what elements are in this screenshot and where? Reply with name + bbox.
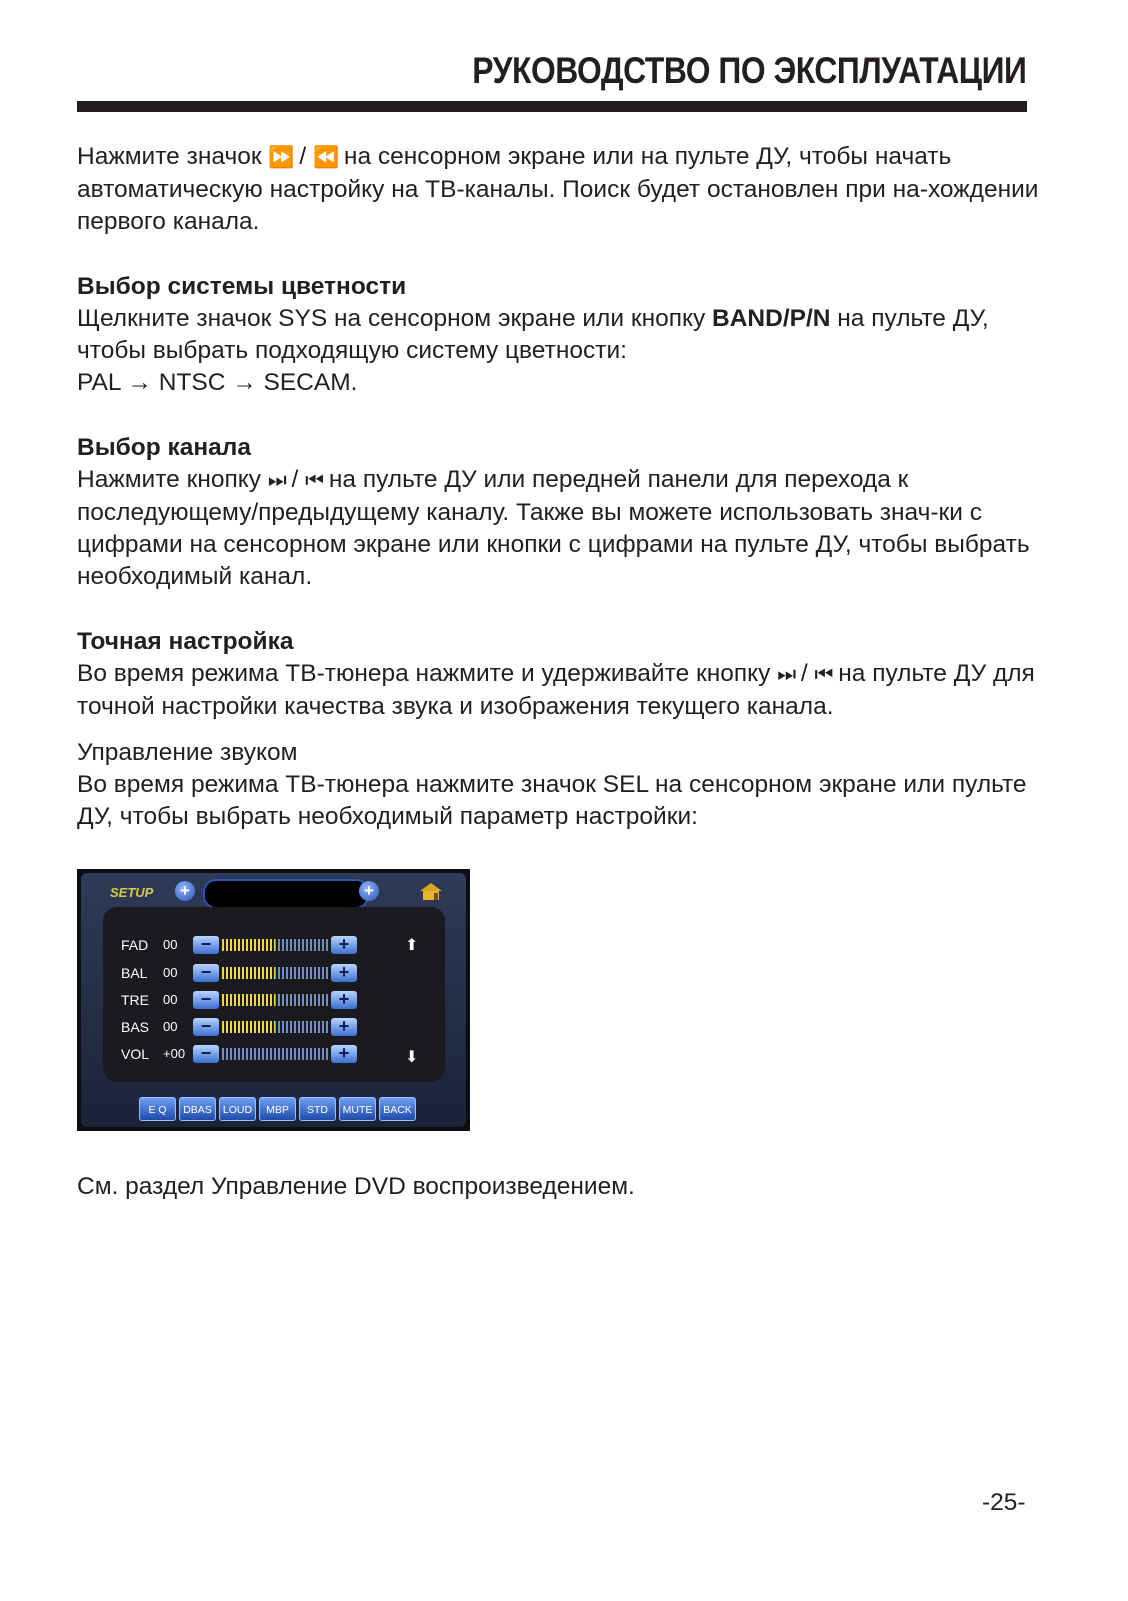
setup-row-fad: FAD 00 − + xyxy=(121,935,361,957)
fine-tuning-heading: Точная настройка xyxy=(77,628,294,655)
level-bar[interactable] xyxy=(222,1021,328,1033)
setup-screenshot xyxy=(77,869,470,1131)
color-system-paragraph: Щелкните значок SYS на сенсорном экране или кнопку BAND/P/N на пульте ДУ, чтобы выбрать подходящую систему цветности: xyxy=(77,305,989,364)
channel-select-paragraph: Нажмите кнопку ⏭ / ⏮ на пульте ДУ или передней панели для перехода к последующему/предыдущему каналу. Также вы можете использовать знач-ки с цифрами на сенсорном экране или кнопки с цифрами на пульте ДУ, чтобы выбрать необходимый канал. xyxy=(77,466,1030,590)
setup-label: SETUP xyxy=(110,885,154,900)
decrease-button[interactable]: − xyxy=(193,936,219,954)
decrease-button[interactable]: − xyxy=(193,1045,219,1063)
scroll-up-icon[interactable]: ⬆ xyxy=(405,937,419,954)
previous-track-icon: ⏮ xyxy=(814,663,832,686)
home-icon[interactable] xyxy=(418,881,444,901)
setup-prev-plus-icon[interactable]: + xyxy=(175,881,195,901)
page-number: -25- xyxy=(982,1489,1026,1516)
setup-row-bal: BAL 00 − + xyxy=(121,963,361,985)
setup-row-tre: TRE 00 − + xyxy=(121,990,361,1012)
increase-button[interactable]: + xyxy=(331,1045,357,1063)
dbas-button[interactable]: DBAS xyxy=(179,1097,216,1121)
channel-select-heading: Выбор канала xyxy=(77,434,251,461)
level-bar[interactable] xyxy=(222,967,328,979)
intro-paragraph: Нажмите значок ⏩ / ⏪ на сенсорном экране или на пульте ДУ, чтобы начать автоматическую настройку на ТВ-каналы. Поиск будет остановлен при на-хождении первого канала. xyxy=(77,143,1039,235)
color-system-sequence: PAL → NTSC → SECAM. xyxy=(77,369,358,396)
page-header-title: РУКОВОДСТВО ПО ЭКСПЛУАТАЦИИ xyxy=(471,50,1026,91)
setup-title-bar xyxy=(203,879,369,909)
mbp-button[interactable]: MBP xyxy=(259,1097,296,1121)
sound-control-paragraph: Во время режима ТВ-тюнера нажмите значок SEL на сенсорном экране или пульте ДУ, чтобы выбрать необходимый параметр настройки: xyxy=(77,771,1027,830)
level-bar[interactable] xyxy=(222,994,328,1006)
mute-button[interactable]: MUTE xyxy=(339,1097,376,1121)
fine-tuning-paragraph: Во время режима ТВ-тюнера нажмите и удерживайте кнопку ⏭ / ⏮ на пульте ДУ для точной настройки качества звука и изображения текущего канала. xyxy=(77,660,1035,720)
increase-button[interactable]: + xyxy=(331,1018,357,1036)
std-button[interactable]: STD xyxy=(299,1097,336,1121)
color-system-heading: Выбор системы цветности xyxy=(77,273,407,300)
setup-row-vol: VOL +00 − + xyxy=(121,1044,361,1066)
sound-control-heading: Управление звуком xyxy=(77,739,298,766)
fast-forward-icon: ⏩ xyxy=(268,146,293,169)
footnote: См. раздел Управление DVD воспроизведением. xyxy=(77,1173,635,1200)
level-bar[interactable] xyxy=(222,1048,328,1060)
setup-next-plus-icon[interactable]: + xyxy=(359,881,379,901)
rewind-icon: ⏪ xyxy=(312,146,338,169)
setup-row-bas: BAS 00 − + xyxy=(121,1017,361,1039)
next-track-icon: ⏭ xyxy=(267,469,285,492)
increase-button[interactable]: + xyxy=(331,991,357,1009)
eq-button[interactable]: E Q xyxy=(139,1097,176,1121)
scroll-down-icon[interactable]: ⬇ xyxy=(405,1049,419,1066)
level-bar[interactable] xyxy=(222,939,328,951)
decrease-button[interactable]: − xyxy=(193,964,219,982)
loud-button[interactable]: LOUD xyxy=(219,1097,256,1121)
decrease-button[interactable]: − xyxy=(193,991,219,1009)
previous-track-icon: ⏮ xyxy=(305,469,323,492)
increase-button[interactable]: + xyxy=(331,936,357,954)
header-rule xyxy=(77,101,1027,112)
back-button[interactable]: BACK xyxy=(379,1097,416,1121)
increase-button[interactable]: + xyxy=(331,964,357,982)
band-key: BAND/P/N xyxy=(712,305,831,332)
next-track-icon: ⏭ xyxy=(777,663,795,686)
decrease-button[interactable]: − xyxy=(193,1018,219,1036)
manual-body xyxy=(77,141,1057,833)
